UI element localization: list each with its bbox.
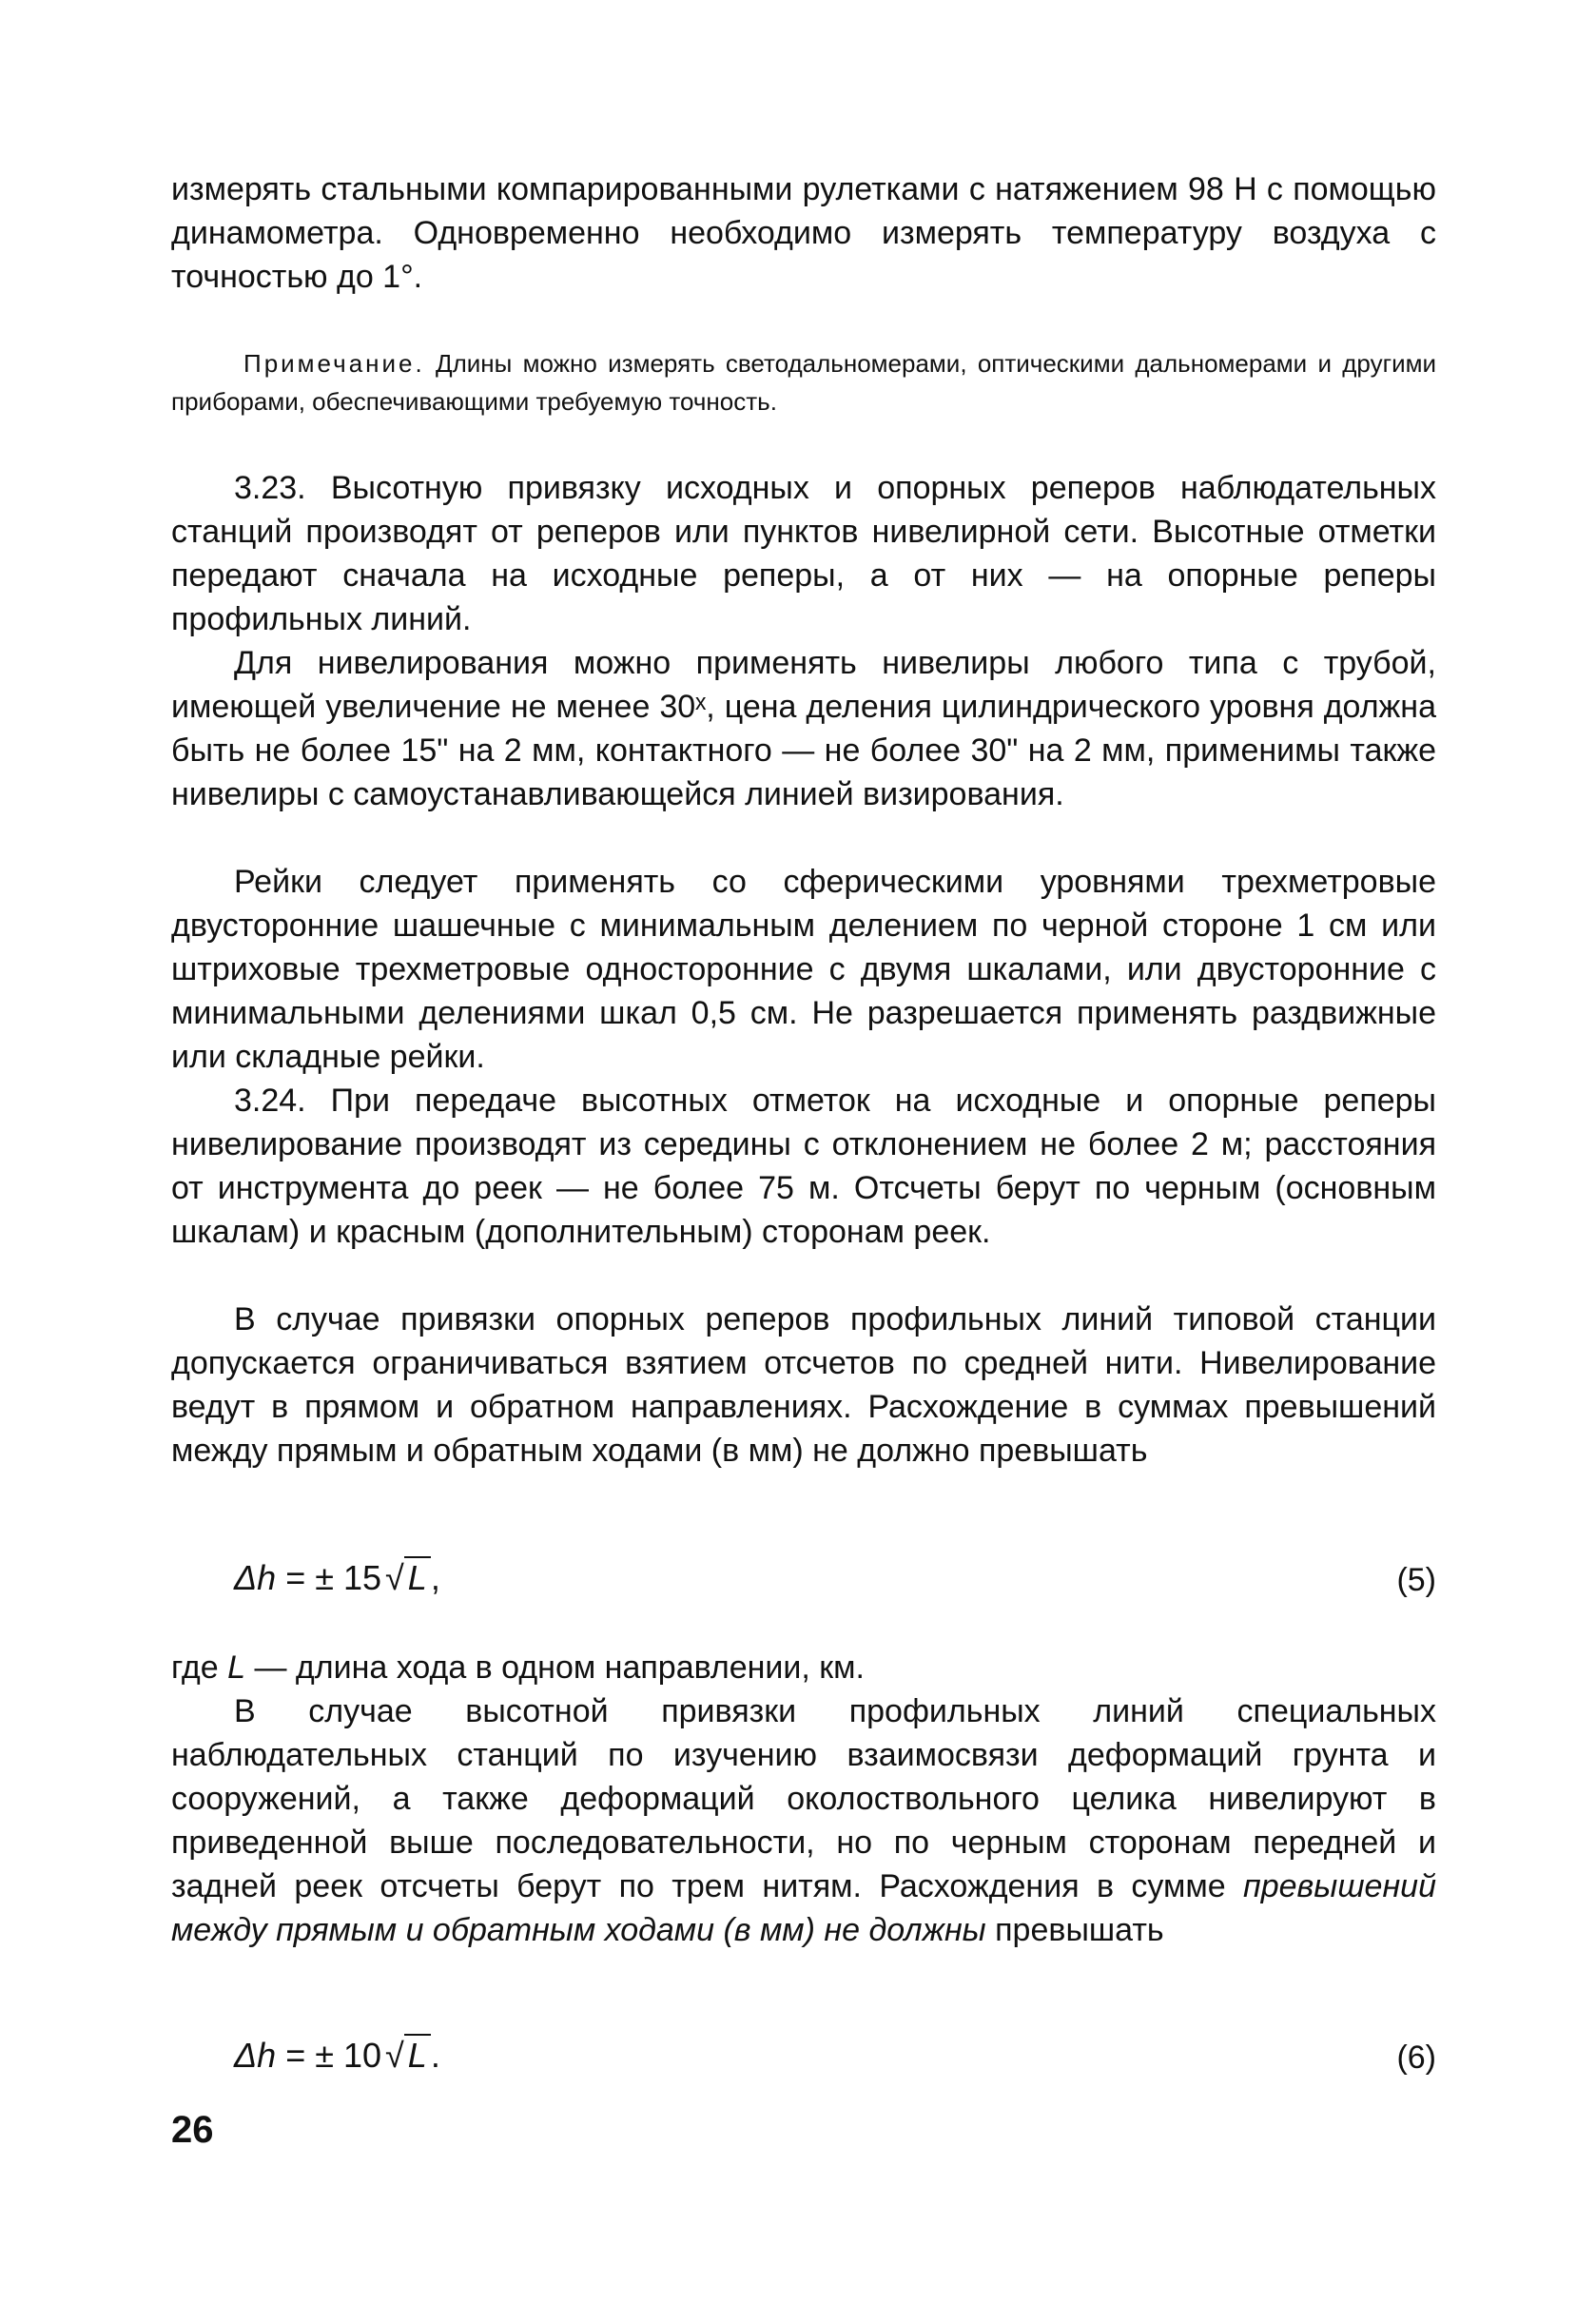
formula-5-radicand: L xyxy=(404,1556,431,1597)
paragraph-special-stations xyxy=(171,1689,1436,1952)
where-line xyxy=(171,1646,1436,1689)
note-text: Длины можно измерять светодальномерами, оптическими дальномерами и другими приборами, обеспечивающими требуемую точность. xyxy=(171,349,1436,416)
special-text-b: превышений между прямым и обратным ходами (в мм) не должны xyxy=(171,1868,1436,1948)
formula-6-lhs: Δh xyxy=(234,2036,277,2075)
formula-6-rhs: = ± 10 xyxy=(276,2036,382,2075)
paragraph-3-23: 3.23. Высотную привязку исходных и опорных реперов наблюдательных станций производят от реперов или пунктов нивелирной сети. Высотные отметки передают сначала на исходные реперы, а от них — на опорные реперы профильных линий. xyxy=(171,470,1436,637)
paragraph-3-24: 3.24. При передаче высотных отметок на исходные и опорные реперы нивелирование производят из середины с отклонением не более 2 м; расстояния от инструмента до реек — не более 75 м. Отсчеты берут по черным (основным шкалам) и красным (дополнительным) сторонам реек. xyxy=(171,1083,1436,1250)
formula-5 xyxy=(234,1556,440,1600)
where-text: — длина хода в одном направлении, км. xyxy=(245,1649,865,1686)
formula-6-suffix: . xyxy=(430,2036,440,2075)
formula-6-radicand: L xyxy=(404,2034,431,2075)
equation-number-5: (5) xyxy=(1396,1562,1436,1598)
sqrt-sign: √ L xyxy=(381,1556,431,1600)
special-text-a: В случае высотной привязки профильных линий специальных наблюдательных станций по изучению взаимосвязи деформаций грунта и сооружений, а также деформаций околоствольного целика нивелируют в приведенной выше последовательности, но по черным сторонам передней и задней реек отсчеты берут по трем нитям. Расхождения в сумме xyxy=(171,1693,1436,1904)
page-number: 26 xyxy=(171,2109,214,2151)
formula-5-rhs: = ± 15 xyxy=(276,1558,382,1597)
where-variable: L xyxy=(227,1649,245,1686)
where-prefix: где xyxy=(171,1649,228,1686)
sqrt-sign: √ L xyxy=(381,2034,431,2078)
formula-5-lhs: Δh xyxy=(234,1558,277,1597)
paragraph-typical-station: В случае привязки опорных реперов профильных линий типовой станции допускается ограничиваться взятием отсчетов по средней нити. Нивелирование ведут в прямом и обратном направлениях. Расхождение в суммах превышений между прямым и обратным ходами (в мм) не должно превышать xyxy=(171,1301,1436,1469)
special-text-c: превышать xyxy=(985,1912,1164,1948)
note-paragraph xyxy=(171,344,1436,420)
paragraph-staffs: Рейки следует применять со сферическими уровнями трехметровые двусторонние шашечные с минимальным делением по черной стороне 1 см или штриховые трехметровые односторонние с двумя шкалами, или двусторонние с минимальными делениями шкал 0,5 см. Не разрешается применять раздвижные или складные рейки. xyxy=(171,864,1436,1075)
equation-number-6: (6) xyxy=(1396,2040,1436,2076)
formula-6 xyxy=(234,2034,440,2078)
note-label: Примечание. xyxy=(243,349,425,378)
intro-paragraph: измерять стальными компарированными рулетками с натяжением 98 Н с помощью динамометра. Одновременно необходимо измерять температуру воздуха с точностью до 1°. xyxy=(171,171,1436,295)
formula-5-suffix: , xyxy=(430,1558,440,1597)
paragraph-levels: Для нивелирования можно применять нивелиры любого типа с трубой, имеющей увеличение не менее 30ˣ, цена деления цилиндрического уровня должна быть не более 15" на 2 мм, контактного — не более 30" на 2 мм, применимы также нивелиры с самоустанавливающейся линией визирования. xyxy=(171,645,1436,812)
